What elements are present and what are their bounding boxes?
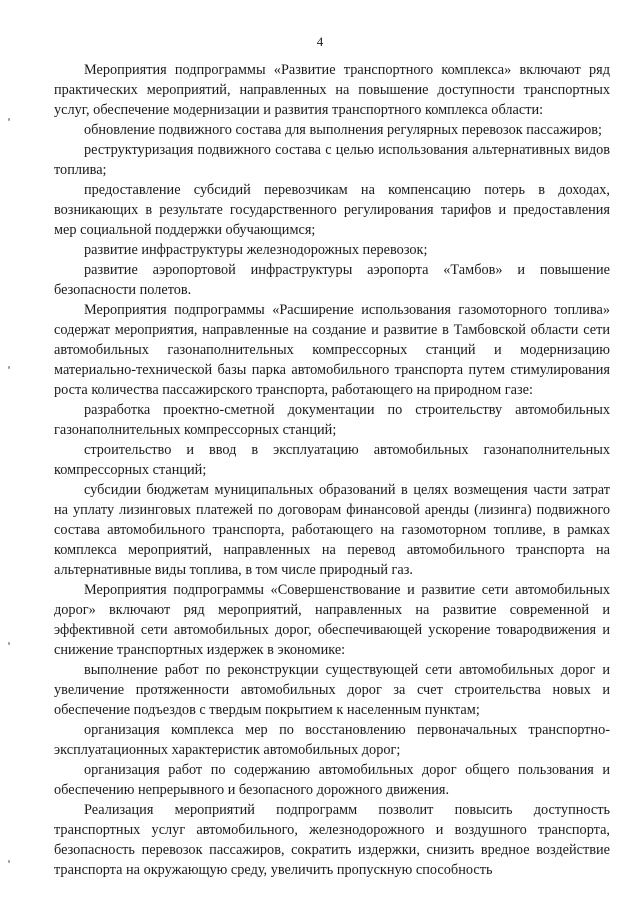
paragraph: развитие аэропортовой инфраструктуры аэропорта «Тамбов» и повышение безопасности полетов. [54,262,610,298]
paragraph: разработка проектно-сметной документации по строительству автомобильных газонаполнительных компрессорных станций; [54,402,610,438]
document-body [54,60,610,880]
paragraph: Мероприятия подпрограммы «Расширение использования газомоторного топлива» содержат мероприятия, направленные на создание и развитие в Тамбовской области сети автомобильных газонаполнительных компрессорных станций и модернизацию материально-технической базы парка автомобильного транспорта путем стимулирования роста количества пассажирского транспорта, работающего на природном газе: [54,302,610,398]
page-number: 4 [316,34,324,49]
paragraph: субсидии бюджетам муниципальных образований в целях возмещения части затрат на уплату лизинговых платежей по договорам финансовой аренды (лизинга) подвижного состава автомобильного транспорта, работающего на газомоторном топливе, в рамках комплекса мероприятий, направленных на перевод автомобильного транспорта на альтернативные виды топлива, в том числе природный газ. [54,482,610,578]
paragraph: выполнение работ по реконструкции существующей сети автомобильных дорог и увеличение протяженности автомобильных дорог за счет строительства новых и обеспечение подъездов с твердым покрытием к населенным пунктам; [54,662,610,718]
paragraph: организация комплекса мер по восстановлению первоначальных транспортно-эксплуатационных характеристик автомобильных дорог; [54,722,610,758]
scan-speck [8,118,10,121]
paragraph: предоставление субсидий перевозчикам на компенсацию потерь в доходах, возникающих в результате государственного регулирования тарифов и предоставления мер социальной поддержки обучающимся; [54,182,610,238]
paragraph: реструктуризация подвижного состава с целью использования альтернативных видов топлива; [54,142,610,178]
scan-speck [8,366,10,369]
paragraph: Реализация мероприятий подпрограмм позволит повысить доступность транспортных услуг автомобильного, железнодорожного и воздушного транспорта, безопасность перевозок пассажиров, сократить издержки, снизить вредное воздействие транспорта на окружающую среду, увеличить пропускную способность [54,802,610,878]
paragraph: строительство и ввод в эксплуатацию автомобильных газонаполнительных компрессорных станций; [54,442,610,478]
paragraph: Мероприятия подпрограммы «Совершенствование и развитие сети автомобильных дорог» включают ряд мероприятий, направленных на развитие современной и эффективной сети автомобильных дорог, обеспечивающей ускорение товародвижения и снижение транспортных издержек в экономике: [54,582,610,658]
paragraph: Мероприятия подпрограммы «Развитие транспортного комплекса» включают ряд практических мероприятий, направленных на повышение доступности транспортных услуг, обеспечение модернизации и развития транспортного комплекса области: [54,62,610,118]
paragraph: обновление подвижного состава для выполнения регулярных перевозок пассажиров; [84,122,603,138]
paragraph: организация работ по содержанию автомобильных дорог общего пользования и обеспечению непрерывного и безопасного дорожного движения. [54,762,610,798]
scan-speck [8,642,10,645]
scan-speck [8,860,10,863]
paragraph: развитие инфраструктуры железнодорожных перевозок; [84,242,428,258]
